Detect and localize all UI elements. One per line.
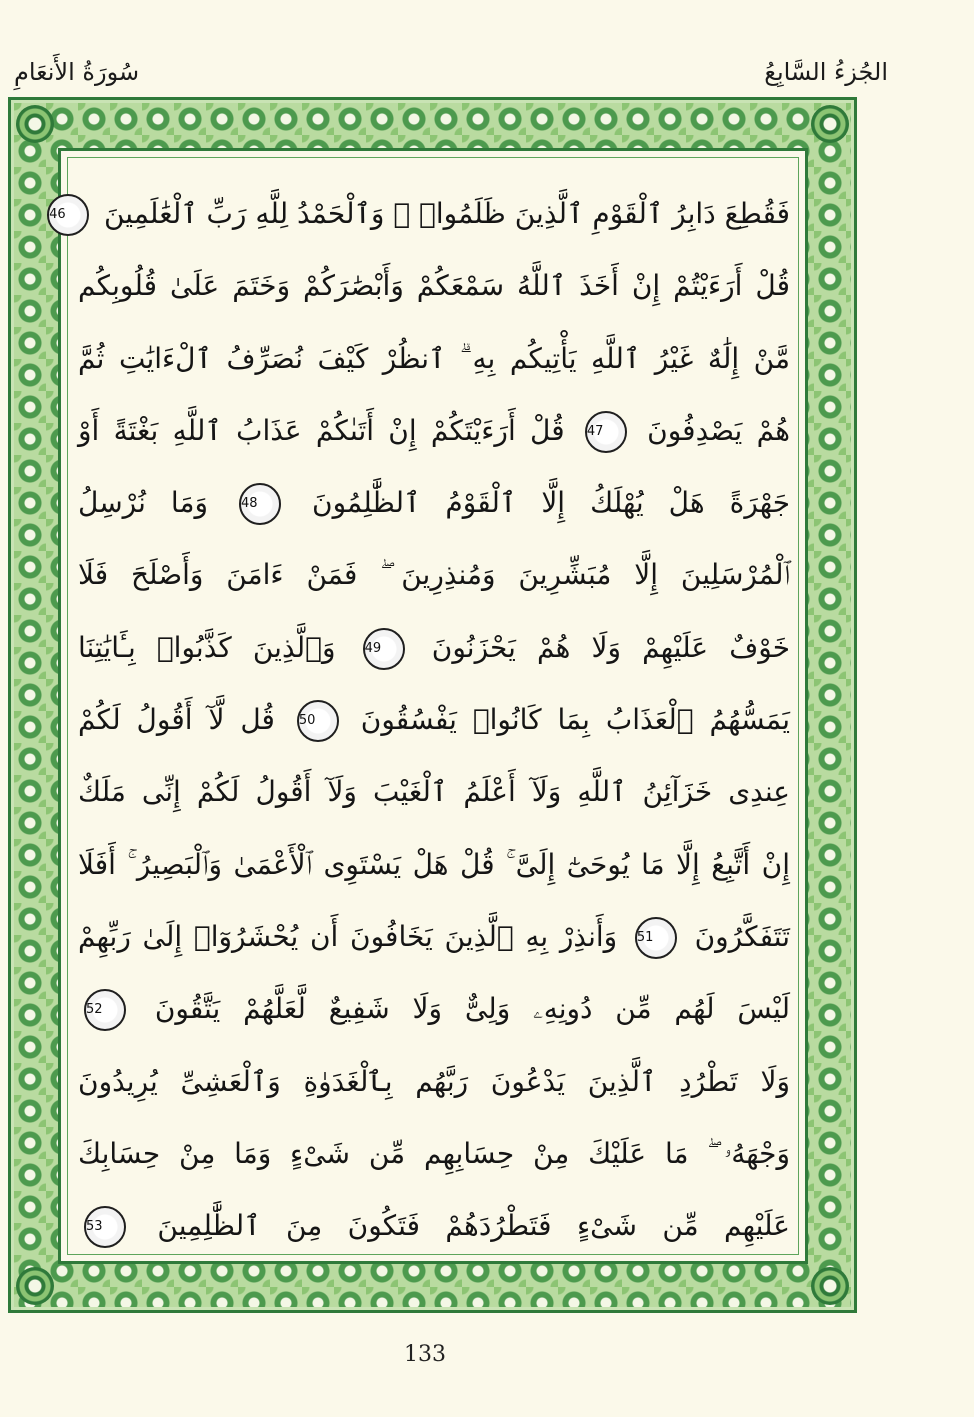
text-line	[78, 829, 790, 901]
verse-text: وَجْهَهُۥ ۖ مَا عَلَيْكَ مِنْ حِسَابِهِم مِّن شَىْءٍ وَمَا مِنْ حِسَابِكَ	[78, 1136, 790, 1170]
verse-text: لَيْسَ لَهُم مِّن دُونِهِۦ وَلِىٌّ وَلَا شَفِيعٌ لَّعَلَّهُمْ يَتَّقُونَ	[154, 992, 791, 1026]
quran-text-body	[49, 178, 791, 1262]
surah-name-header: سُورَةُ الأَنعَامِ	[14, 58, 140, 86]
text-line	[78, 395, 790, 467]
text-line	[78, 1118, 790, 1190]
juz-name-header: الجُزءُ السَّابِعُ	[764, 58, 888, 86]
text-line	[78, 323, 790, 395]
text-line	[78, 756, 790, 828]
ayah-number-marker: 48	[239, 483, 281, 525]
verse-text: قُل لَّآ أَقُولُ لَكُمْ	[78, 703, 275, 737]
corner-ornament-icon	[811, 105, 849, 143]
verse-text: مَّنْ إِلَٰهٌ غَيْرُ ٱللَّهِ يَأْتِيكُم بِهِ ۗ ٱنظُرْ كَيْفَ نُصَرِّفُ ٱلْءَايَٰتِ ثُمَّ	[78, 341, 790, 375]
text-line	[49, 178, 790, 250]
text-line	[78, 467, 790, 539]
corner-ornament-icon	[811, 1267, 849, 1305]
text-line	[78, 1046, 790, 1118]
ayah-number-marker: 47	[585, 411, 627, 453]
text-line	[78, 901, 790, 973]
ayah-number-marker: 52	[84, 989, 126, 1031]
verse-text: هُمْ يَصْدِفُونَ	[647, 413, 791, 447]
text-line	[78, 612, 790, 684]
ayah-number-marker: 51	[635, 917, 677, 959]
ayah-number-marker: 53	[84, 1206, 126, 1248]
text-line	[78, 539, 790, 611]
verse-text: تَتَفَكَّرُونَ	[694, 919, 790, 953]
verse-text: قُلْ أَرَءَيْتَكُمْ إِنْ أَتَىٰكُمْ عَذَابُ ٱللَّهِ بَغْتَةً أَوْ	[78, 413, 565, 447]
verse-text: قُلْ أَرَءَيْتُمْ إِنْ أَخَذَ ٱللَّهُ سَمْعَكُمْ وَأَبْصَٰرَكُمْ وَخَتَمَ عَلَىٰ قُلُوبِكُم	[78, 269, 790, 303]
verse-text: فَقُطِعَ دَابِرُ ٱلْقَوْمِ ٱلَّذِينَ ظَلَمُوا۟ ۚ وَٱلْحَمْدُ لِلَّهِ رَبِّ ٱلْعَٰلَمِينَ	[103, 197, 790, 230]
verse-text: وَأَنذِرْ بِهِ ٱلَّذِينَ يَخَافُونَ أَن يُحْشَرُوٓا۟ إِلَىٰ رَبِّهِمْ	[78, 919, 618, 953]
verse-text: إِنْ أَتَّبِعُ إِلَّا مَا يُوحَىٰٓ إِلَىَّ ۚ قُلْ هَلْ يَسْتَوِى ٱلْأَعْمَىٰ وَٱلْبَصِيرُ ۚ أَفَلَا	[78, 847, 790, 881]
text-line	[78, 684, 790, 756]
text-line	[78, 1190, 790, 1262]
verse-text: جَهْرَةً هَلْ يُهْلَكُ إِلَّا ٱلْقَوْمُ ٱلظَّٰلِمُونَ	[312, 486, 790, 520]
ayah-number-marker: 46	[47, 194, 89, 236]
ayah-number-marker: 50	[297, 700, 339, 742]
verse-text: وَٱلَّذِينَ كَذَّبُوا۟ بِـَٔايَٰتِنَا	[78, 630, 336, 664]
page-number: 133	[404, 1342, 446, 1367]
verse-text: عِندِى خَزَآئِنُ ٱللَّهِ وَلَآ أَعْلَمُ ٱلْغَيْبَ وَلَآ أَقُولُ لَكُمْ إِنِّى مَلَكٌ	[78, 775, 790, 809]
ayah-number-marker: 49	[363, 628, 405, 670]
verse-text: خَوْفٌ عَلَيْهِمْ وَلَا هُمْ يَحْزَنُونَ	[431, 630, 791, 664]
verse-text: ٱلْمُرْسَلِينَ إِلَّا مُبَشِّرِينَ وَمُنذِرِينَ ۖ فَمَنْ ءَامَنَ وَأَصْلَحَ فَلَا	[78, 558, 790, 592]
verse-text: يَمَسُّهُمُ ٱلْعَذَابُ بِمَا كَانُوا۟ يَفْسُقُونَ	[360, 703, 790, 737]
verse-text: وَلَا تَطْرُدِ ٱلَّذِينَ يَدْعُونَ رَبَّهُم بِٱلْغَدَوٰةِ وَٱلْعَشِىِّ يُرِيدُونَ	[78, 1064, 790, 1098]
text-line	[78, 250, 790, 322]
verse-text: عَلَيْهِم مِّن شَىْءٍ فَتَطْرُدَهُمْ فَتَكُونَ مِنَ ٱلظَّٰلِمِينَ	[157, 1209, 791, 1243]
corner-ornament-icon	[16, 1267, 54, 1305]
corner-ornament-icon	[16, 105, 54, 143]
verse-text: وَمَا نُرْسِلُ	[78, 486, 208, 520]
text-line	[78, 973, 790, 1045]
